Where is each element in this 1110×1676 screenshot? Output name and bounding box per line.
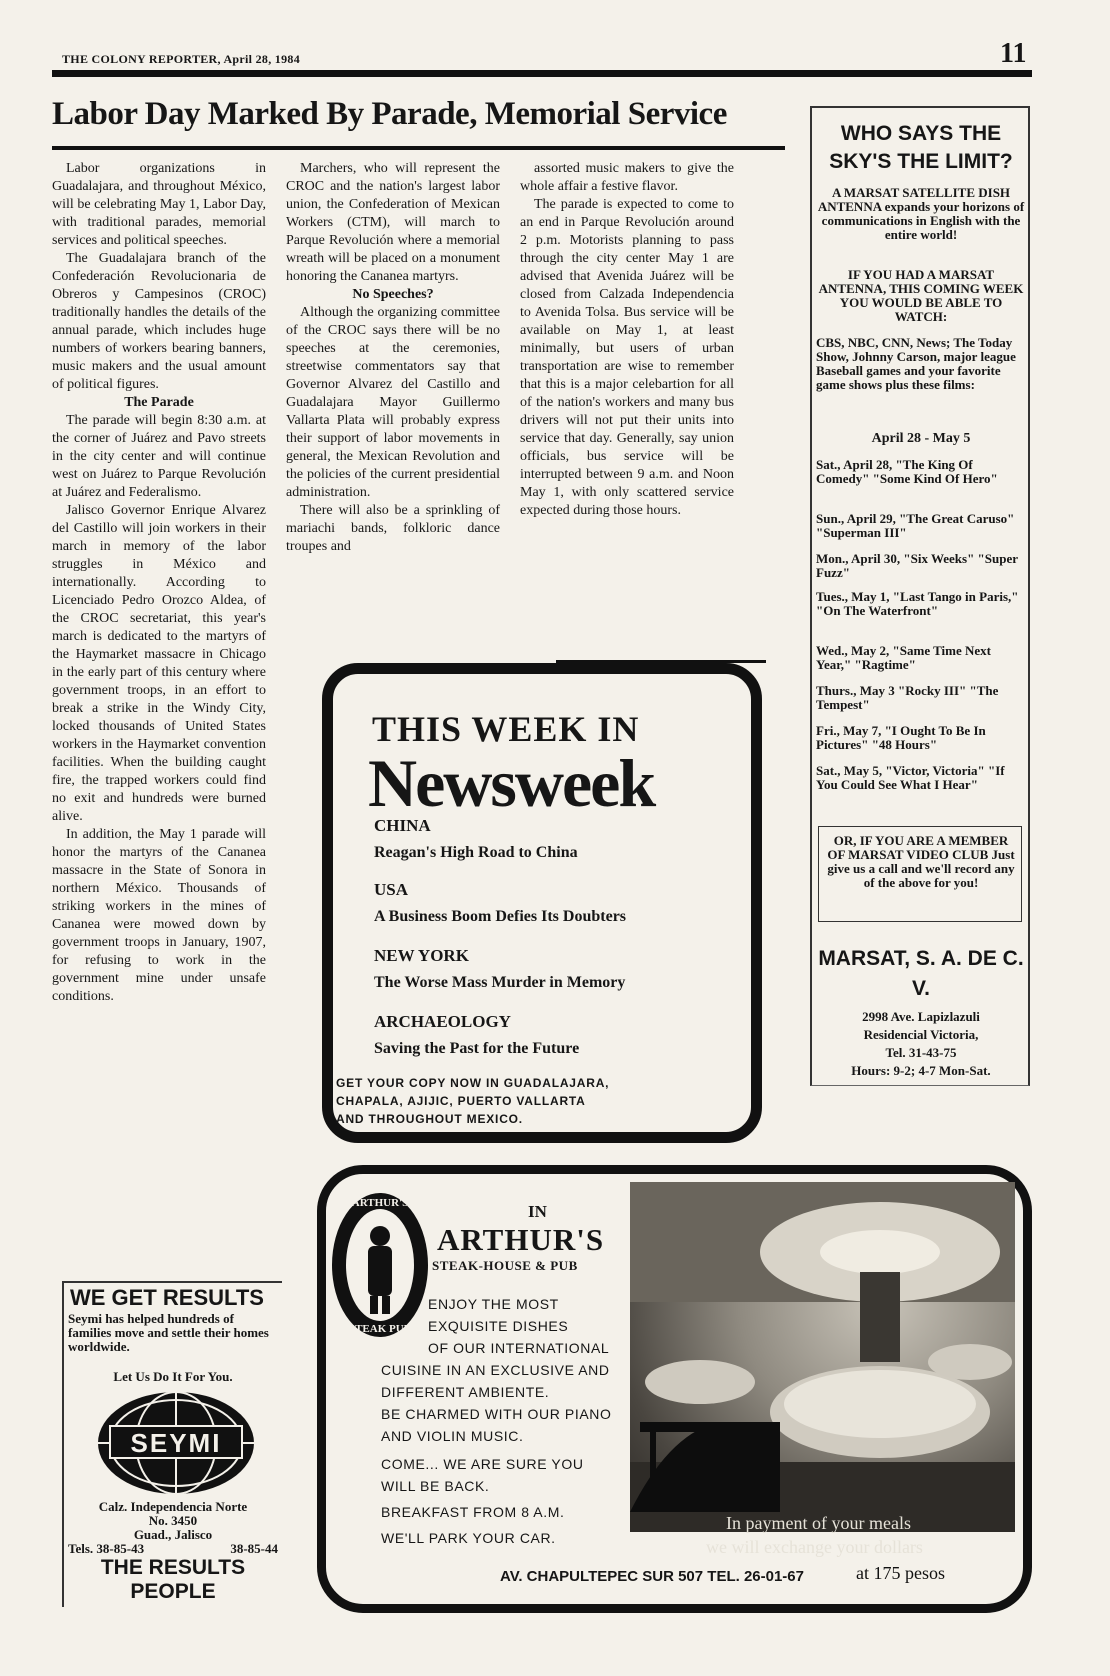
marsat-schedule-item: Tues., May 1, "Last Tango in Paris," "On The Waterfront" (816, 589, 1019, 618)
paragraph: The parade is expected to come to an end in Parque Revolución around 2 p.m. Motorists planning to pass through the city center May 1 are advised that Avenida Juárez will be closed from Calzada Independencia to Avenida Tolsa. Bus service will be available on May 1, at least minimally, but users of urban transportation are wise to remember that this is a major celebartion for all of the nation's workers and many bus drivers will not put their units into service that day. Generally, say union officials, bus service will be interrupted between 9 a.m. and Noon May 1, with only scattered service expected during those hours. (520, 197, 734, 518)
page-number: 11 (1000, 38, 1027, 69)
paragraph: Labor organizations in Guadalajara, and throughout México, will be celebrating May 1, Labor Day, with traditional parades, memorial services and political speeches. (52, 161, 266, 248)
paragraph: Marchers, who will represent the CROC and the nation's largest labor union, the Confederation of Mexican Workers (CTM), will march to Parque Revolución where a memorial wreath will be placed on a monument honoring the Cananea martyrs. (286, 161, 500, 284)
badge-bottom-text: STEAK PUB (348, 1323, 412, 1335)
marsat-schedule-item: Sat., April 28, "The King Of Comedy" "Some Kind Of Hero" (816, 457, 998, 486)
arthurs-copy-line: ENJOY THE MOST (428, 1296, 559, 1312)
restaurant-photo (630, 1182, 1015, 1532)
marsat-schedule-item: Fri., May 7, "I Ought To Be In Pictures" "48 Hours" (816, 723, 986, 752)
marsat-if-line: IF YOU HAD A MARSAT ANTENNA, THIS COMING WEEK YOU WOULD BE ABLE TO WATCH: (818, 267, 1024, 324)
subhead-parade: The Parade (124, 395, 194, 410)
newsweek-section: NEW YORK (374, 946, 469, 965)
paragraph: There will also be a sprinkling of mariachi bands, folkloric dance troupes and (286, 503, 500, 554)
newsweek-footer (336, 1074, 609, 1128)
paragraph: assorted music makers to give the whole affair a festive flavor. (520, 161, 734, 194)
arthurs-name: ARTHUR'S (437, 1222, 605, 1257)
newsweek-footer-line: GET YOUR COPY NOW IN GUADALAJARA, (336, 1076, 610, 1090)
arthurs-badge (330, 1190, 430, 1345)
marsat-schedule-item: Wed., May 2, "Same Time Next Year," "Ragtime" (816, 643, 991, 672)
newsweek-footer-line: AND THROUGHOUT MEXICO. (336, 1112, 523, 1126)
marsat-hours: Hours: 9-2; 4-7 Mon-Sat. (851, 1063, 991, 1078)
arthurs-copy-line: EXQUISITE DISHES (428, 1318, 569, 1334)
newsweek-logo: Newsweek (368, 745, 655, 821)
seymi-address: No. 3450 (148, 1513, 198, 1528)
seymi-text: Seymi has helped hundreds of families move and settle their homes worldwide. (68, 1311, 269, 1354)
arthurs-copy-line: CUISINE IN AN EXCLUSIVE AND (381, 1362, 610, 1378)
marsat-title: WHO SAYS THE SKY'S THE LIMIT? (829, 122, 1013, 173)
marsat-networks: CBS, NBC, CNN, News; The Today Show, Johnny Carson, major league Baseball games and your favorite game shows plus these films: (816, 335, 1016, 392)
arthurs-copy-line: BE CHARMED WITH OUR PIANO (381, 1406, 612, 1422)
subhead-no-speeches: No Speeches? (352, 287, 434, 302)
arthurs-copy-line: WE'LL PARK YOUR CAR. (381, 1530, 556, 1546)
newsweek-headline: Reagan's High Road to China (374, 844, 578, 861)
header-rule (52, 70, 1032, 77)
seymi-logo-text: SEYMI (130, 1428, 222, 1458)
arthurs-copy-line: COME... WE ARE SURE YOU (381, 1456, 584, 1472)
arthurs-payment-note: at 175 pesos (856, 1563, 945, 1583)
marsat-date-range: April 28 - May 5 (871, 431, 971, 446)
paragraph: In addition, the May 1 parade will honor the martyrs of the Cananea massacre in the State of Sonora in northern México. Thousands of striking workers in the mines of Cananea were mowed down by government troops in January, 1907, for refusing to work in the government mine under unsafe conditions. (52, 827, 266, 1004)
article-headline: Labor Day Marked By Parade, Memorial Service (52, 96, 727, 132)
globe-icon (96, 1390, 256, 1496)
marsat-phone: Tel. 31-43-75 (885, 1045, 957, 1060)
arthurs-address: AV. CHAPULTEPEC SUR 507 TEL. 26-01-67 (500, 1568, 804, 1585)
marsat-schedule-item: Mon., April 30, "Six Weeks" "Super Fuzz" (816, 551, 1018, 580)
seymi-phone: 38-85-44 (230, 1541, 278, 1556)
marsat-address: Residencial Victoria, (863, 1027, 979, 1042)
newsweek-headline: Saving the Past for the Future (374, 1040, 580, 1057)
marsat-intro: A MARSAT SATELLITE DISH ANTENNA expands your horizons of communications in English with the entire world! (817, 185, 1025, 242)
arthurs-copy-line: DIFFERENT AMBIENTE. (381, 1384, 550, 1400)
pub-keeper-emblem-icon (330, 1190, 430, 1340)
paragraph: The Guadalajara branch of the Confederación Revolucionaria de Obreros y Campesinos (CROC) traditionally handles the details of the annual parade, which includes huge numbers of workers bearing banners, music makers and the usual amount of political figures. (52, 251, 266, 392)
newsweek-kicker: THIS WEEK IN (372, 709, 640, 749)
arthurs-payment-note: In payment of your meals (726, 1513, 911, 1533)
dining-room-image (630, 1182, 1015, 1532)
marsat-club-text: OR, IF YOU ARE A MEMBER OF MARSAT VIDEO CLUB Just give us a call and we'll record any of the above for you! (827, 833, 1015, 890)
marsat-schedule-item: Thurs., May 3 "Rocky III" "The Tempest" (816, 683, 999, 712)
arthurs-payment-note: we will exchange your dollars (706, 1537, 923, 1557)
arthurs-subtitle: STEAK-HOUSE & PUB (432, 1258, 578, 1273)
arthurs-copy-line: BREAKFAST FROM 8 A.M. (381, 1504, 565, 1520)
arthurs-copy-line: OF OUR INTERNATIONAL (428, 1340, 610, 1356)
marsat-company: MARSAT, S. A. DE C. V. (818, 947, 1024, 1000)
article-column-2 (286, 160, 500, 556)
article-column-3 (520, 160, 734, 520)
seymi-address: Calz. Independencia Norte (98, 1499, 248, 1514)
seymi-globe-logo (96, 1390, 256, 1501)
seymi-slogan: THE RESULTS PEOPLE (100, 1556, 246, 1603)
marsat-address: 2998 Ave. Lapizlazuli (862, 1009, 980, 1024)
newsweek-section: ARCHAEOLOGY (374, 1012, 511, 1031)
headline-rule (52, 146, 785, 150)
seymi-title: WE GET RESULTS (70, 1285, 264, 1310)
paragraph: Although the organizing committee of the CROC says there will be no speeches at the ceremonies, streetwise commentators say that Governor Alvarez del Castillo and Guadalajara Mayor Guillermo Vallarta Plata will probably express their support of labor movements in general, the Mexican Revolution and the policies of the current presidential administration. (286, 305, 500, 500)
masthead: THE COLONY REPORTER, April 28, 1984 (62, 52, 300, 66)
badge-top-text: ARTHUR'S (351, 1197, 409, 1209)
newsweek-section: USA (374, 880, 409, 899)
paragraph: Jalisco Governor Enrique Alvarez del Castillo will join workers in their march in memory of the labor struggles in México and internationally. According to Licenciado Pedro Orozco Aldea, of the CROC secretariat, this year's march is dedicated to the martyrs of the Haymarket massacre in Chicago in the early part of this century where government troops, in an effort to break a strike in the Windy City, locked thousands of United States workers in the Haymarket convention facilities. When the building caught fire, the trapped workers could find no exit and hundreds were burned alive. (52, 503, 266, 824)
paragraph: The parade will begin 8:30 a.m. at the corner of Juárez and Pavo streets in the city center and will continue west on Juárez to Parque Revolución at Juárez and Federalismo. (52, 413, 266, 500)
seymi-phone: Tels. 38-85-43 (68, 1541, 145, 1556)
newsweek-footer-line: CHAPALA, AJIJIC, PUERTO VALLARTA (336, 1094, 586, 1108)
newsweek-section: CHINA (374, 816, 431, 835)
arthurs-copy-line: WILL BE BACK. (381, 1478, 490, 1494)
article-column-1 (52, 160, 266, 1006)
newsweek-headline: The Worse Mass Murder in Memory (374, 974, 626, 991)
arthurs-copy-line: AND VIOLIN MUSIC. (381, 1428, 524, 1444)
arthurs-in: IN (528, 1202, 547, 1221)
marsat-schedule-item: Sat., May 5, "Victor, Victoria" "If You Could See What I Hear" (816, 763, 1005, 792)
seymi-address: Guad., Jalisco (133, 1527, 213, 1542)
newsweek-headline: A Business Boom Defies Its Doubters (374, 908, 627, 925)
marsat-schedule-item: Sun., April 29, "The Great Caruso" "Superman III" (816, 511, 1015, 540)
seymi-tagline: Let Us Do It For You. (113, 1369, 233, 1384)
